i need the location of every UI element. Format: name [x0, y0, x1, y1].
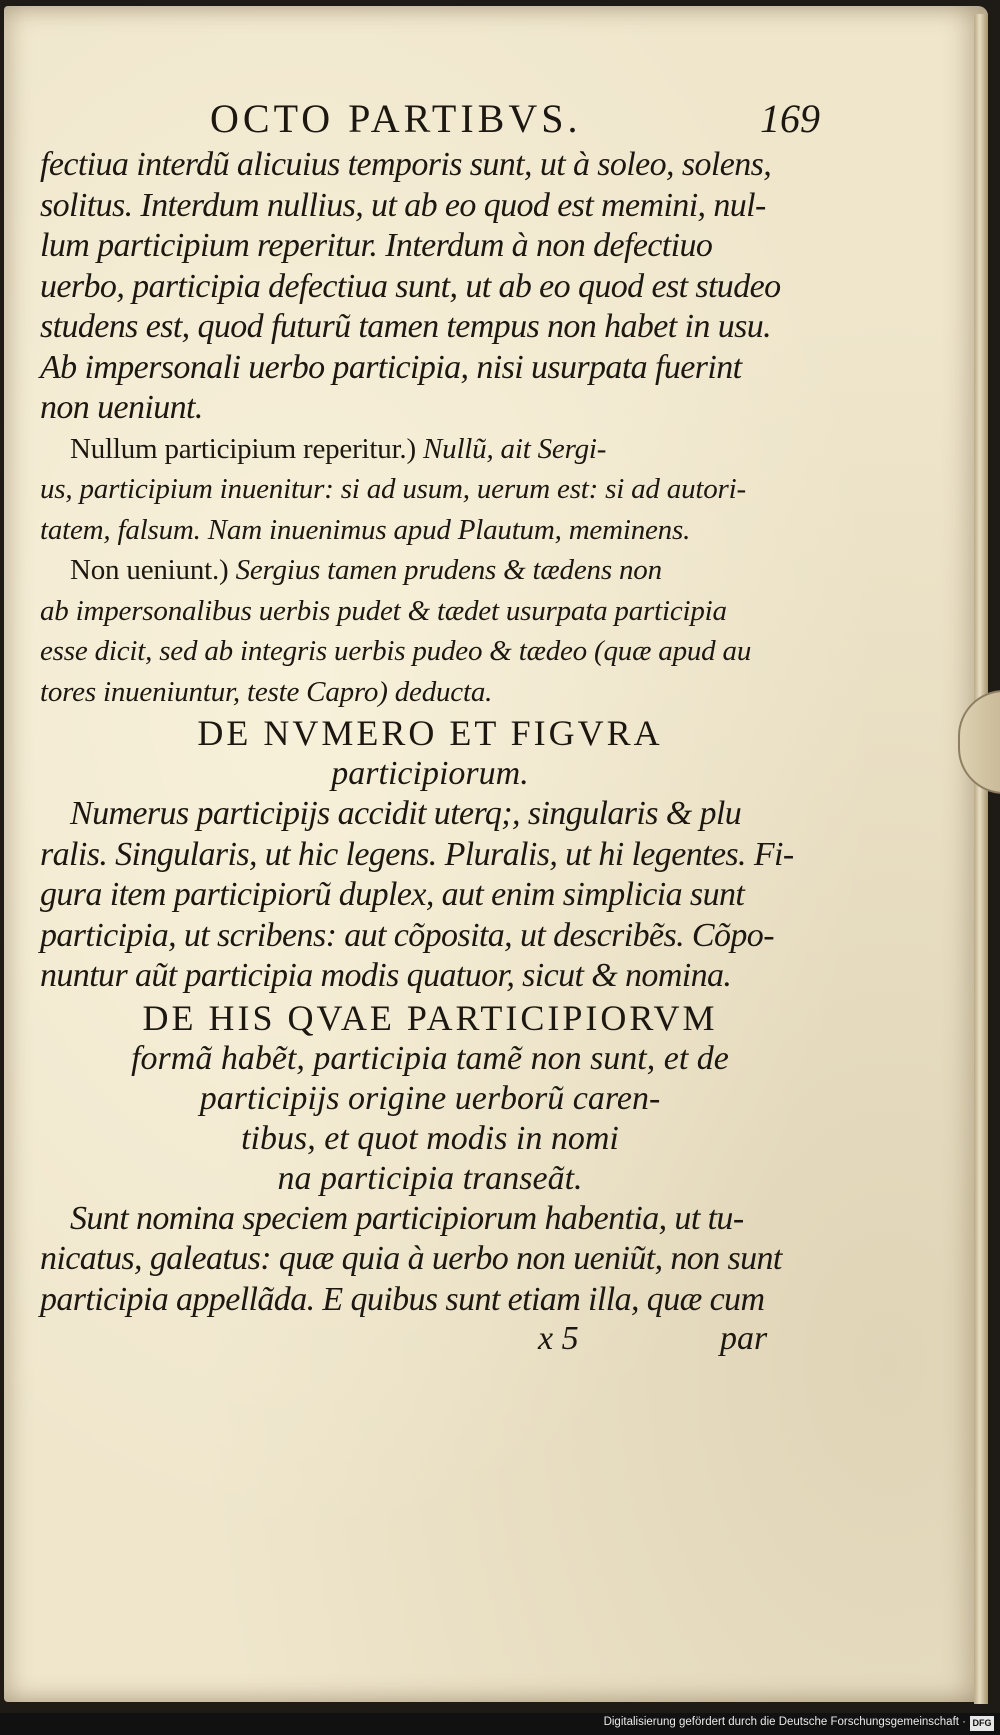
annotation-line: Nullum participium reperitur.) Nullũ, ait Sergi- [70, 432, 607, 465]
text-line: Sunt nomina speciem participiorum habentia, ut tu- [70, 1199, 744, 1237]
text-line: gura item participiorũ duplex, aut enim simplicia sunt [40, 876, 745, 913]
text-line: solitus. Interdum nullius, ut ab eo quod est memini, nul- [40, 186, 766, 224]
section-subheading: participiorum. [331, 755, 529, 792]
annotation-line: Non ueniunt.) Sergius tamen prudens & tædens non [70, 554, 662, 586]
text-line: studens est, quod futurũ tamen tempus non habet in usu. [40, 308, 772, 345]
page-fore-edge [974, 14, 988, 1704]
annotation-line: ab impersonalibus uerbis pudet & tædet usurpata participia [40, 594, 727, 627]
annotation-line: us, participium inuenitur: si ad usum, uerum est: si ad autori- [40, 473, 746, 505]
catchword: par [720, 1320, 768, 1357]
annotation-line: esse dicit, sed ab integris uerbis pudeo & tædeo (quæ apud au [40, 635, 752, 667]
annotation-lemma: Non ueniunt.) [70, 554, 229, 586]
running-header [40, 95, 820, 145]
annotation-line: tatem, falsum. Nam inuenimus apud Plautum, meminens. [40, 513, 691, 546]
dfg-logo: DFG [970, 1716, 994, 1731]
section-subheading-line: participijs origine uerborũ caren- [199, 1079, 661, 1117]
section-subheading-line: formã habẽt, participia tamẽ non sunt, et de [131, 1039, 729, 1077]
annotation-2 [40, 550, 820, 712]
text-line: Ab impersonali uerbo participia, nisi usurpata fuerint [40, 348, 742, 386]
text-line: uerbo, participia defectiua sunt, ut ab eo quod est studeo [40, 267, 781, 305]
text-line: lum participium reperitur. Interdum à non defectiuo [40, 227, 713, 264]
text-line: Numerus participijs accidit uterq;, singularis & plu [70, 795, 742, 832]
section-heading: DE HIS QVAE PARTICIPIORVM [142, 997, 718, 1038]
folio-number: 169 [760, 96, 820, 141]
annotation-1 [40, 429, 820, 551]
text-line: ralis. Singularis, ut hic legens. Pluralis, ut hi legentes. Fi- [40, 835, 794, 873]
footer-credit: Digitalisierung gefördert durch die Deutsche Forschungsgemeinschaft · [603, 1716, 966, 1728]
text-line: nicatus, galeatus: quæ quia à uerbo non ueniũt, non sunt [40, 1240, 782, 1277]
text-line: nuntur aũt participia modis quatuor, sicut & nomina. [40, 957, 732, 994]
section-heading: DE NVMERO ET FIGVRA [197, 713, 663, 753]
text-line: participia, ut scribens: aut cõposita, ut describẽs. Cõpo- [40, 916, 774, 954]
text-line: participia appellãda. E quibus sunt etiam illa, quæ cum [40, 1280, 765, 1318]
digitization-footer [0, 1713, 1000, 1735]
annotation-line: tores inueniuntur, teste Capro) deducta. [40, 675, 493, 708]
page-text [40, 95, 820, 1362]
running-title: OCTO PARTIBVS. [210, 96, 582, 141]
section-subheading-line: tibus, et quot modis in nomi [241, 1119, 619, 1157]
text-line: fectiua interdũ alicuius temporis sunt, ut à soleo, solens, [40, 146, 772, 183]
signature-mark: x 5 [538, 1320, 579, 1357]
section-subheading-line: na participia transeãt. [277, 1159, 583, 1197]
catchline [40, 1320, 820, 1362]
body-paragraph-2 [40, 794, 820, 997]
annotation-lemma: Nullum participium reperitur.) [70, 432, 416, 465]
body-paragraph-3 [40, 1199, 820, 1321]
text-line: non ueniunt. [40, 389, 203, 426]
body-paragraph-1 [40, 145, 820, 429]
